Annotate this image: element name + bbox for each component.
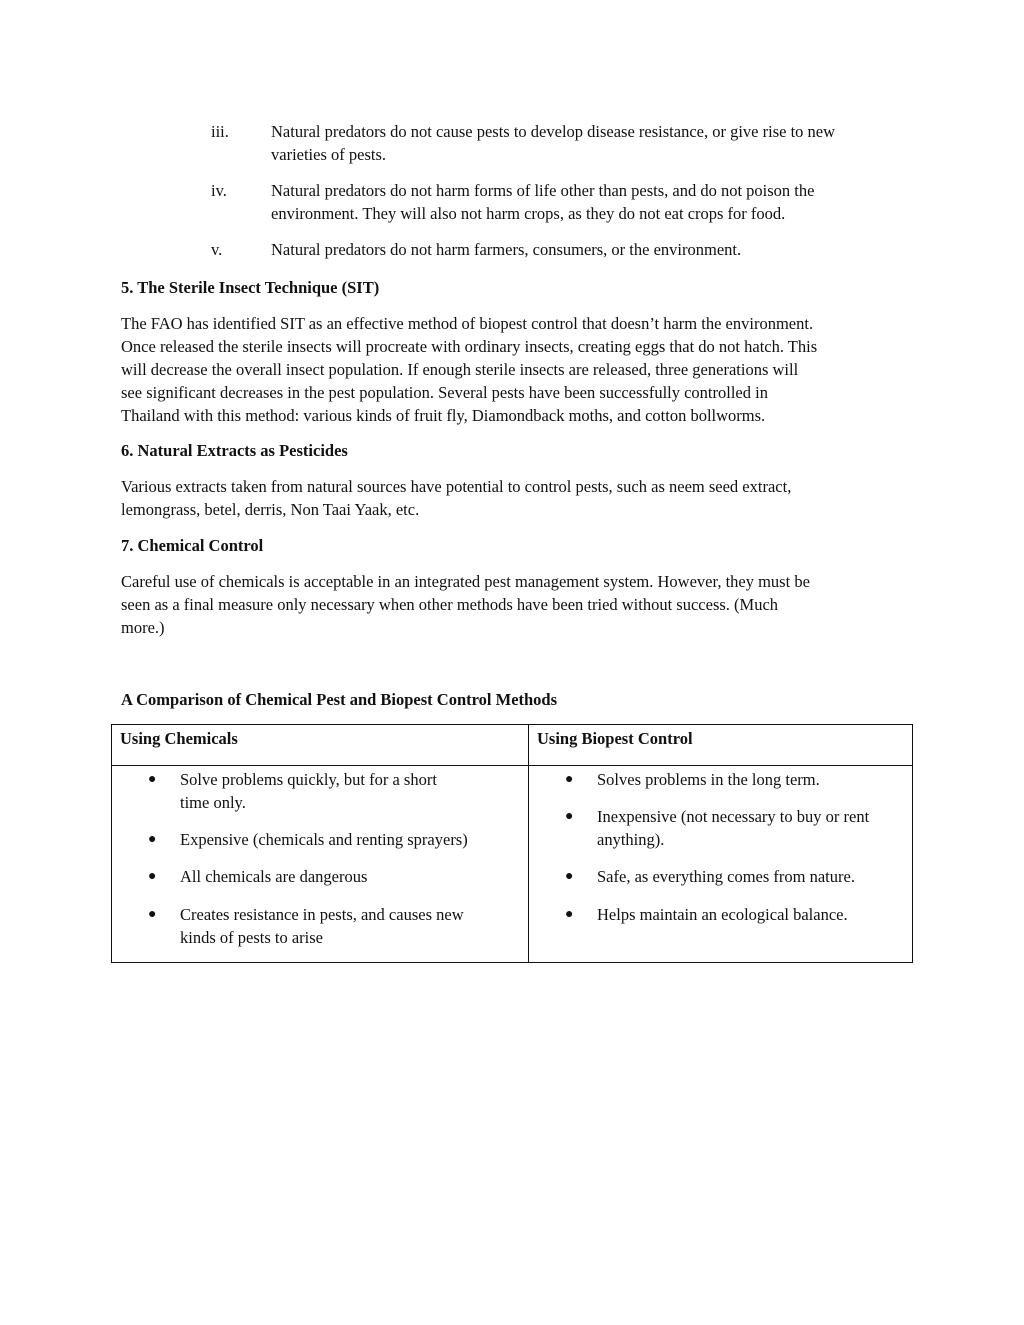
list-item-text	[597, 865, 922, 888]
list-item-text	[180, 865, 505, 888]
bullet-icon: ●	[565, 809, 574, 824]
text-line: seen as a final measure only necessary when other methods have been tried without success. (Much	[121, 595, 779, 614]
text-line: Helps maintain an ecological balance.	[597, 905, 848, 924]
list-item-text	[180, 768, 505, 814]
bullet-icon: ●	[148, 907, 157, 922]
text-line: will decrease the overall insect population. If enough sterile insects are released, three generations will	[121, 360, 799, 379]
text-line: Inexpensive (not necessary to buy or rent	[597, 807, 870, 826]
text-line: The FAO has identified SIT as an effective method of biopest control that doesn’t harm the environment.	[121, 314, 814, 333]
bullet-icon: ●	[565, 907, 574, 922]
list-item-text	[597, 768, 922, 791]
text-line: Solves problems in the long term.	[597, 770, 820, 789]
text-line: anything).	[597, 830, 665, 849]
text-line: Thailand with this method: various kinds of fruit fly, Diamondback moths, and cotton bollworms.	[121, 406, 766, 425]
section-paragraph-chemical-control	[121, 570, 911, 639]
list-numeral: iii.	[211, 122, 229, 141]
list-item-text	[597, 805, 922, 851]
text-line: more.)	[121, 618, 165, 637]
column-header-chemicals: Using Chemicals	[112, 725, 529, 766]
text-line: Expensive (chemicals and renting sprayers)	[180, 830, 468, 849]
bullet-icon: ●	[148, 869, 157, 884]
chemicals-cell	[112, 766, 529, 963]
section-heading-natural-extracts: 6. Natural Extracts as Pesticides	[121, 441, 348, 460]
list-item-text	[180, 828, 505, 851]
bullet-icon: ●	[565, 772, 574, 787]
section-heading-chemical-control: 7. Chemical Control	[121, 536, 264, 555]
text-line: varieties of pests.	[271, 145, 387, 164]
list-item-text	[271, 238, 911, 261]
text-line: environment. They will also not harm crops, as they do not eat crops for food.	[271, 204, 786, 223]
text-line: Creates resistance in pests, and causes new	[180, 905, 464, 924]
text-line: time only.	[180, 793, 246, 812]
text-line: Careful use of chemicals is acceptable in an integrated pest management system. However, they must be	[121, 572, 810, 591]
text-line: All chemicals are dangerous	[180, 867, 368, 886]
comparison-title: A Comparison of Chemical Pest and Biopest Control Methods	[121, 690, 558, 709]
text-line: lemongrass, betel, derris, Non Taai Yaak, etc.	[121, 500, 420, 519]
table-header-row	[112, 725, 913, 766]
list-item-text	[271, 120, 911, 166]
list-numeral: v.	[211, 240, 223, 259]
section-paragraph-natural-extracts	[121, 475, 911, 521]
column-header-biopest: Using Biopest Control	[529, 725, 913, 766]
list-numeral: iv.	[211, 181, 227, 200]
list-item-text	[271, 179, 911, 225]
list-item-text	[597, 903, 922, 926]
section-heading-sit: 5. The Sterile Insect Technique (SIT)	[121, 278, 380, 297]
list-item-text	[180, 903, 505, 949]
bullet-icon: ●	[148, 832, 157, 847]
biopest-cell	[529, 766, 913, 963]
text-line: Once released the sterile insects will procreate with ordinary insects, creating eggs that do not hatch. This	[121, 337, 818, 356]
text-line: Solve problems quickly, but for a short	[180, 770, 437, 789]
text-line: Natural predators do not harm farmers, consumers, or the environment.	[271, 240, 742, 259]
table-row	[112, 766, 913, 963]
biopest-list	[529, 766, 912, 962]
text-line: Natural predators do not harm forms of life other than pests, and do not poison the	[271, 181, 815, 200]
text-line: kinds of pests to arise	[180, 928, 323, 947]
text-line: Safe, as everything comes from nature.	[597, 867, 855, 886]
text-line: Natural predators do not cause pests to develop disease resistance, or give rise to new	[271, 122, 836, 141]
bullet-icon: ●	[565, 869, 574, 884]
text-line: see significant decreases in the pest population. Several pests have been successfully controlled in	[121, 383, 768, 402]
section-paragraph-sit	[121, 312, 911, 427]
text-line: Various extracts taken from natural sources have potential to control pests, such as neem seed extract,	[121, 477, 792, 496]
comparison-table	[111, 724, 913, 963]
bullet-icon: ●	[148, 772, 157, 787]
chemicals-list	[112, 766, 528, 962]
